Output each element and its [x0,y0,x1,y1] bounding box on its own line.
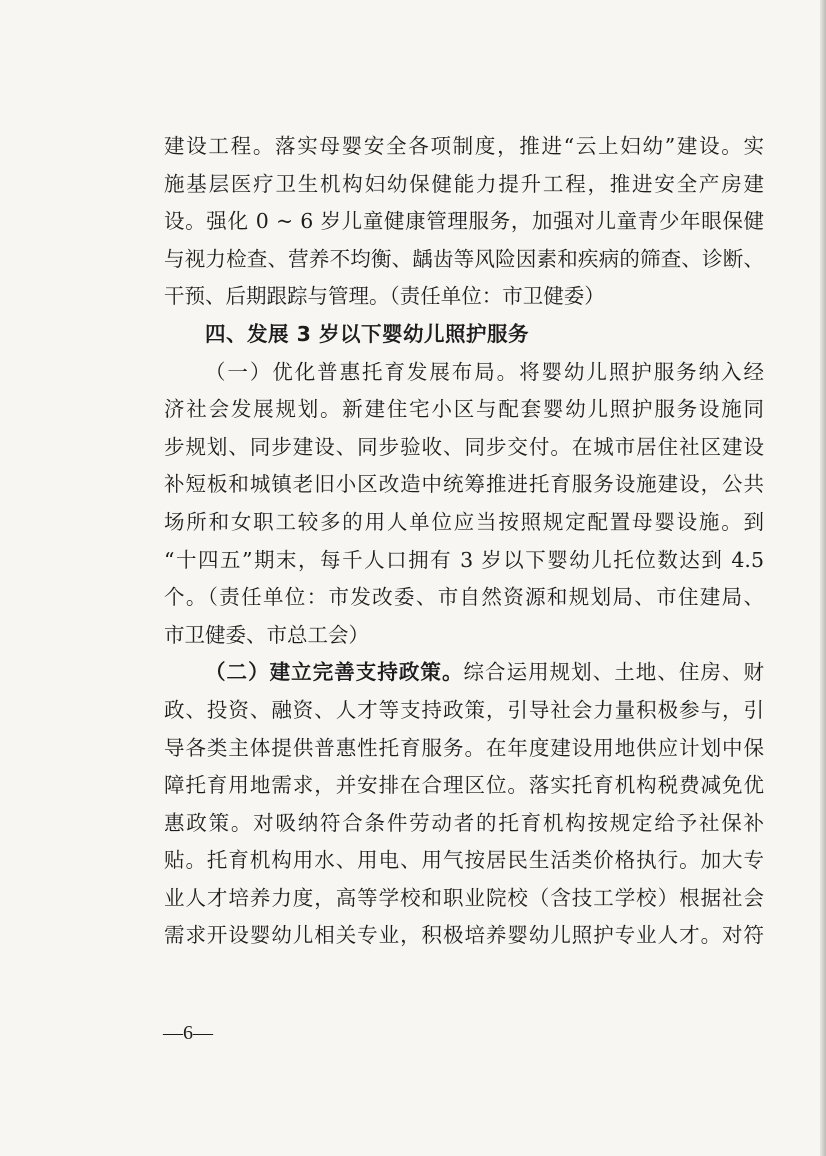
body-line: 市卫健委、市总工会） [164,622,369,647]
body-line: “十四五”期末，每千人口拥有 3 岁以下婴幼儿托位数达到 4.5 [164,547,764,572]
body-line: 施基层医疗卫生机构妇幼保健能力提升工程，推进安全产房建 [164,171,764,196]
body-line: 设。强化 0 ~ 6 岁儿童健康管理服务，加强对儿童青少年眼保健 [164,209,764,234]
document-body [164,128,764,955]
body-line: 补短板和城镇老旧小区改造中统筹推进托育服务设施建设，公共 [164,472,764,497]
paragraph-text: 将婴幼儿照护服务纳入经 [519,359,764,384]
page-number: —6— [163,1022,213,1044]
paragraph-first-line [164,354,764,392]
body-line: 济社会发展规划。新建住宅小区与配套婴幼儿照护服务设施同 [164,397,764,422]
body-line: 惠政策。对吸纳符合条件劳动者的托育机构按规定给予社保补 [164,810,764,835]
body-line: 干预、后期跟踪与管理。（责任单位：市卫健委） [164,284,605,309]
body-line: 障托育用地需求，并安排在合理区位。落实托育机构税费减免优 [164,773,764,798]
paragraph-text: 综合运用规划、土地、住房、财 [463,660,764,685]
paragraph-lead: （二）建立完善支持政策。 [205,660,464,685]
page-edge-shadow [820,0,826,1156]
body-line: 政、投资、融资、人才等支持政策，引导社会力量积极参与，引 [164,697,764,722]
body-line: 与视力检查、营养不均衡、龋齿等风险因素和疾病的筛查、诊断、 [164,246,764,271]
body-line: 步规划、同步建设、同步验收、同步交付。在城市居住社区建设 [164,434,764,459]
body-line: 建设工程。落实母婴安全各项制度，推进“云上妇幼”建设。实 [164,134,764,158]
body-line: 导各类主体提供普惠性托育服务。在年度建设用地供应计划中保 [164,735,764,760]
body-line: 需求开设婴幼儿相关专业，积极培养婴幼儿照护专业人才。对符 [164,923,764,948]
body-line: 个。（责任单位：市发改委、市自然资源和规划局、市住建局、 [164,585,764,610]
body-line: 业人才培养力度，高等学校和职业院校（含技工学校）根据社会 [164,885,764,910]
body-line: 场所和女职工较多的用人单位应当按照规定配置母婴设施。到 [164,509,764,534]
paragraph-first-line [164,654,764,692]
body-line: 贴。托育机构用水、用电、用气按居民生活类价格执行。加大专 [164,848,764,873]
paragraph-lead: （一）优化普惠托育发展布局。 [205,359,520,384]
section-heading: 四、发展 3 岁以下婴幼儿照护服务 [205,321,530,346]
